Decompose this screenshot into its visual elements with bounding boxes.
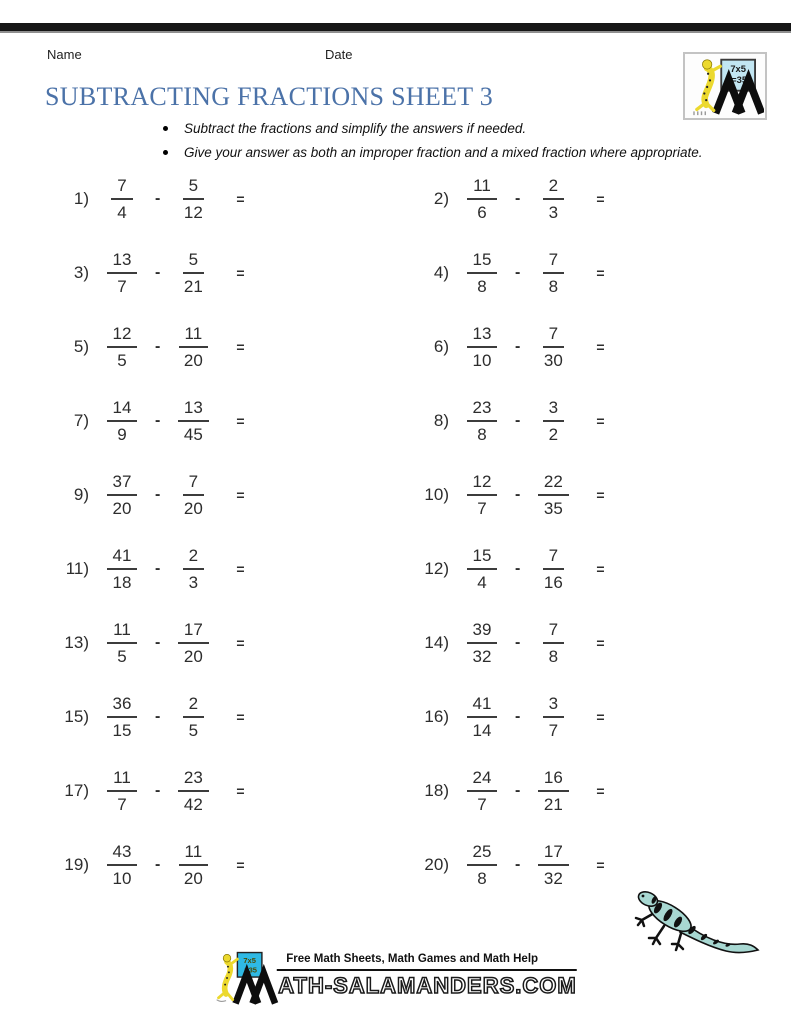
name-label: Name — [47, 47, 82, 62]
denominator: 7 — [117, 795, 127, 814]
chalkboard-text-line2: =35 — [243, 965, 257, 975]
fraction-subtrahend — [172, 769, 214, 813]
equals-sign: = — [236, 635, 245, 651]
footer-tagline: Free Math Sheets, Math Games and Math Help — [276, 950, 576, 971]
fraction-subtrahend — [532, 621, 574, 665]
denominator: 32 — [543, 869, 563, 888]
denominator: 7 — [477, 499, 487, 518]
numerator: 39 — [467, 621, 498, 644]
top-divider-bar — [0, 23, 791, 33]
problem-12 — [415, 532, 775, 606]
problem-number: 11) — [65, 559, 89, 578]
denominator: 10 — [112, 869, 132, 888]
denominator: 10 — [472, 351, 492, 370]
problem-number: 1) — [73, 189, 89, 208]
numerator: 12 — [467, 473, 498, 496]
problem-3 — [55, 236, 415, 310]
fraction-minuend — [461, 325, 503, 369]
problem-number: 10) — [424, 485, 449, 504]
numerator: 7 — [543, 621, 564, 644]
problem-8 — [415, 384, 775, 458]
numerator: 12 — [107, 325, 138, 348]
denominator: 2 — [548, 425, 559, 444]
denominator: 5 — [188, 721, 199, 740]
problem-14 — [415, 606, 775, 680]
equals-sign: = — [596, 857, 605, 873]
minus-sign: - — [515, 338, 521, 355]
minus-sign: - — [515, 560, 521, 577]
denominator: 7 — [477, 795, 487, 814]
equals-sign: = — [596, 265, 605, 281]
denominator: 5 — [117, 647, 127, 666]
date-label: Date — [325, 47, 353, 62]
numerator: 37 — [107, 473, 138, 496]
problem-number: 16) — [424, 707, 449, 726]
numerator: 5 — [183, 177, 204, 200]
problem-number: 18) — [424, 781, 449, 800]
denominator: 20 — [183, 869, 203, 888]
numerator: 2 — [543, 177, 564, 200]
fraction-subtrahend — [172, 473, 214, 517]
salamander-chalkboard-icon — [686, 55, 764, 117]
problem-number: 12) — [424, 559, 449, 578]
numerator: 13 — [467, 325, 498, 348]
numerator: 3 — [543, 399, 564, 422]
denominator: 18 — [112, 573, 132, 592]
fraction-subtrahend — [532, 251, 574, 295]
problem-number: 3) — [73, 263, 89, 282]
minus-sign: - — [155, 634, 161, 651]
denominator: 7 — [548, 721, 559, 740]
minus-sign: - — [155, 190, 161, 207]
minus-sign: - — [155, 782, 161, 799]
bullet-icon — [163, 150, 168, 155]
minus-sign: - — [515, 264, 521, 281]
denominator: 3 — [548, 203, 559, 222]
numerator: 7 — [111, 177, 132, 200]
numerator: 23 — [178, 769, 209, 792]
denominator: 32 — [472, 647, 492, 666]
fraction-subtrahend — [172, 843, 214, 887]
numerator: 11 — [107, 621, 137, 644]
minus-sign: - — [155, 264, 161, 281]
numerator: 11 — [467, 177, 497, 200]
numerator: 7 — [543, 325, 564, 348]
fraction-minuend — [461, 547, 503, 591]
problem-15 — [55, 680, 415, 754]
equals-sign: = — [236, 191, 245, 207]
denominator: 5 — [117, 351, 127, 370]
problem-1 — [55, 162, 415, 236]
fraction-minuend — [101, 325, 143, 369]
minus-sign: - — [155, 560, 161, 577]
numerator: 41 — [467, 695, 498, 718]
denominator: 21 — [543, 795, 563, 814]
denominator: 8 — [548, 647, 559, 666]
math-salamanders-logo — [683, 52, 767, 120]
fraction-minuend — [461, 843, 503, 887]
numerator: 17 — [538, 843, 569, 866]
equals-sign: = — [596, 783, 605, 799]
numerator: 7 — [183, 473, 204, 496]
fraction-subtrahend — [532, 695, 574, 739]
denominator: 12 — [183, 203, 203, 222]
fraction-minuend — [461, 473, 503, 517]
equals-sign: = — [596, 413, 605, 429]
problems-grid — [55, 162, 775, 902]
fraction-subtrahend — [532, 769, 574, 813]
minus-sign: - — [515, 708, 521, 725]
problem-number: 14) — [424, 633, 449, 652]
numerator: 14 — [107, 399, 138, 422]
equals-sign: = — [236, 339, 245, 355]
instruction-text: Give your answer as both an improper fraction and a mixed fraction where appropriate. — [184, 145, 703, 160]
numerator: 23 — [467, 399, 498, 422]
fraction-subtrahend — [532, 547, 574, 591]
denominator: 8 — [548, 277, 559, 296]
fraction-subtrahend — [532, 177, 574, 221]
denominator: 16 — [543, 573, 563, 592]
minus-sign: - — [155, 412, 161, 429]
numerator: 5 — [183, 251, 204, 274]
footer-logo-icon — [214, 950, 280, 1006]
problem-5 — [55, 310, 415, 384]
footer-text-block — [276, 950, 576, 999]
problem-number: 15) — [64, 707, 89, 726]
denominator: 15 — [112, 721, 132, 740]
fraction-minuend — [461, 769, 503, 813]
minus-sign: - — [515, 412, 521, 429]
problem-number: 20) — [424, 855, 449, 874]
fraction-subtrahend — [532, 325, 574, 369]
numerator: 17 — [178, 621, 209, 644]
minus-sign: - — [155, 856, 161, 873]
fraction-subtrahend — [172, 325, 214, 369]
instruction-text: Subtract the fractions and simplify the answers if needed. — [184, 121, 527, 136]
fraction-minuend — [461, 621, 503, 665]
problem-number: 13) — [64, 633, 89, 652]
denominator: 35 — [543, 499, 563, 518]
numerator: 15 — [467, 251, 498, 274]
chalkboard-text-line1: 7x5 — [730, 62, 746, 74]
fraction-minuend — [101, 843, 143, 887]
denominator: 8 — [477, 869, 487, 888]
equals-sign: = — [596, 487, 605, 503]
equals-sign: = — [236, 561, 245, 577]
problem-number: 6) — [433, 337, 449, 356]
numerator: 24 — [467, 769, 498, 792]
fraction-minuend — [461, 695, 503, 739]
problem-19 — [55, 828, 415, 902]
denominator: 30 — [543, 351, 563, 370]
equals-sign: = — [596, 561, 605, 577]
footer — [214, 950, 576, 1006]
problem-number: 4) — [433, 263, 449, 282]
equals-sign: = — [236, 857, 245, 873]
problem-number: 17) — [64, 781, 89, 800]
problem-4 — [415, 236, 775, 310]
fraction-subtrahend — [172, 547, 214, 591]
denominator: 45 — [183, 425, 203, 444]
fraction-subtrahend — [532, 473, 574, 517]
denominator: 3 — [188, 573, 199, 592]
denominator: 6 — [477, 203, 487, 222]
denominator: 4 — [117, 203, 127, 222]
numerator: 11 — [179, 325, 209, 348]
numerator: 2 — [183, 695, 204, 718]
denominator: 14 — [472, 721, 492, 740]
chalkboard-text-line2: =35 — [731, 74, 748, 86]
equals-sign: = — [236, 265, 245, 281]
denominator: 8 — [477, 277, 487, 296]
minus-sign: - — [515, 486, 521, 503]
problem-6 — [415, 310, 775, 384]
numerator: 2 — [183, 547, 204, 570]
problem-2 — [415, 162, 775, 236]
denominator: 9 — [117, 425, 127, 444]
minus-sign: - — [155, 338, 161, 355]
lizard-eye — [642, 895, 645, 898]
minus-sign: - — [515, 634, 521, 651]
equals-sign: = — [236, 709, 245, 725]
problem-17 — [55, 754, 415, 828]
problem-10 — [415, 458, 775, 532]
denominator: 4 — [477, 573, 487, 592]
fraction-minuend — [461, 251, 503, 295]
numerator: 7 — [543, 547, 564, 570]
m-glyph — [235, 973, 275, 1003]
minus-sign: - — [155, 486, 161, 503]
fraction-subtrahend — [172, 177, 214, 221]
problem-number: 7) — [73, 411, 89, 430]
fraction-minuend — [101, 399, 143, 443]
problem-number: 8) — [433, 411, 449, 430]
numerator: 3 — [543, 695, 564, 718]
fraction-subtrahend — [172, 251, 214, 295]
equals-sign: = — [236, 413, 245, 429]
minus-sign: - — [155, 708, 161, 725]
fraction-minuend — [101, 547, 143, 591]
denominator: 21 — [183, 277, 203, 296]
fraction-minuend — [101, 621, 143, 665]
minus-sign: - — [515, 782, 521, 799]
problem-11 — [55, 532, 415, 606]
numerator: 13 — [178, 399, 209, 422]
numerator: 7 — [543, 251, 564, 274]
denominator: 20 — [183, 351, 203, 370]
problem-9 — [55, 458, 415, 532]
numerator: 25 — [467, 843, 498, 866]
fraction-subtrahend — [172, 621, 214, 665]
page-title: SUBTRACTING FRACTIONS SHEET 3 — [45, 82, 494, 111]
equals-sign: = — [236, 783, 245, 799]
salamander-lizard-icon — [630, 886, 760, 958]
denominator: 8 — [477, 425, 487, 444]
problem-number: 19) — [64, 855, 89, 874]
numerator: 43 — [107, 843, 138, 866]
problem-16 — [415, 680, 775, 754]
fraction-minuend — [461, 177, 503, 221]
instruction-item — [163, 144, 703, 161]
equals-sign: = — [596, 635, 605, 651]
numerator: 16 — [538, 769, 569, 792]
site-name: ATH-SALAMANDERS.COM — [278, 973, 577, 998]
problem-number: 9) — [73, 485, 89, 504]
bullet-icon — [163, 126, 168, 131]
numerator: 13 — [107, 251, 138, 274]
minus-sign: - — [515, 856, 521, 873]
fraction-minuend — [101, 473, 143, 517]
problem-18 — [415, 754, 775, 828]
numerator: 11 — [107, 769, 137, 792]
denominator: 20 — [183, 647, 203, 666]
denominator: 20 — [183, 499, 203, 518]
salamander-icon — [216, 954, 237, 1001]
numerator: 11 — [179, 843, 209, 866]
equals-sign: = — [596, 191, 605, 207]
numerator: 36 — [107, 695, 138, 718]
instruction-item — [163, 120, 703, 137]
fraction-subtrahend — [172, 695, 214, 739]
lizard-illustration — [630, 886, 760, 963]
numerator: 22 — [538, 473, 569, 496]
fraction-minuend — [101, 251, 143, 295]
numerator: 41 — [107, 547, 138, 570]
denominator: 20 — [112, 499, 132, 518]
problem-number: 2) — [433, 189, 449, 208]
equals-sign: = — [596, 339, 605, 355]
equals-sign: = — [596, 709, 605, 725]
fraction-minuend — [101, 769, 143, 813]
fraction-subtrahend — [172, 399, 214, 443]
instructions-list — [163, 120, 703, 168]
fraction-minuend — [101, 177, 143, 221]
problem-13 — [55, 606, 415, 680]
minus-sign: - — [515, 190, 521, 207]
numerator: 15 — [467, 547, 498, 570]
fraction-minuend — [461, 399, 503, 443]
chalkboard-text-line1: 7x5 — [242, 955, 256, 965]
problem-number: 5) — [73, 337, 89, 356]
problem-7 — [55, 384, 415, 458]
fraction-minuend — [101, 695, 143, 739]
fraction-subtrahend — [532, 399, 574, 443]
equals-sign: = — [236, 487, 245, 503]
fraction-subtrahend — [532, 843, 574, 887]
denominator: 7 — [117, 277, 127, 296]
denominator: 42 — [183, 795, 203, 814]
